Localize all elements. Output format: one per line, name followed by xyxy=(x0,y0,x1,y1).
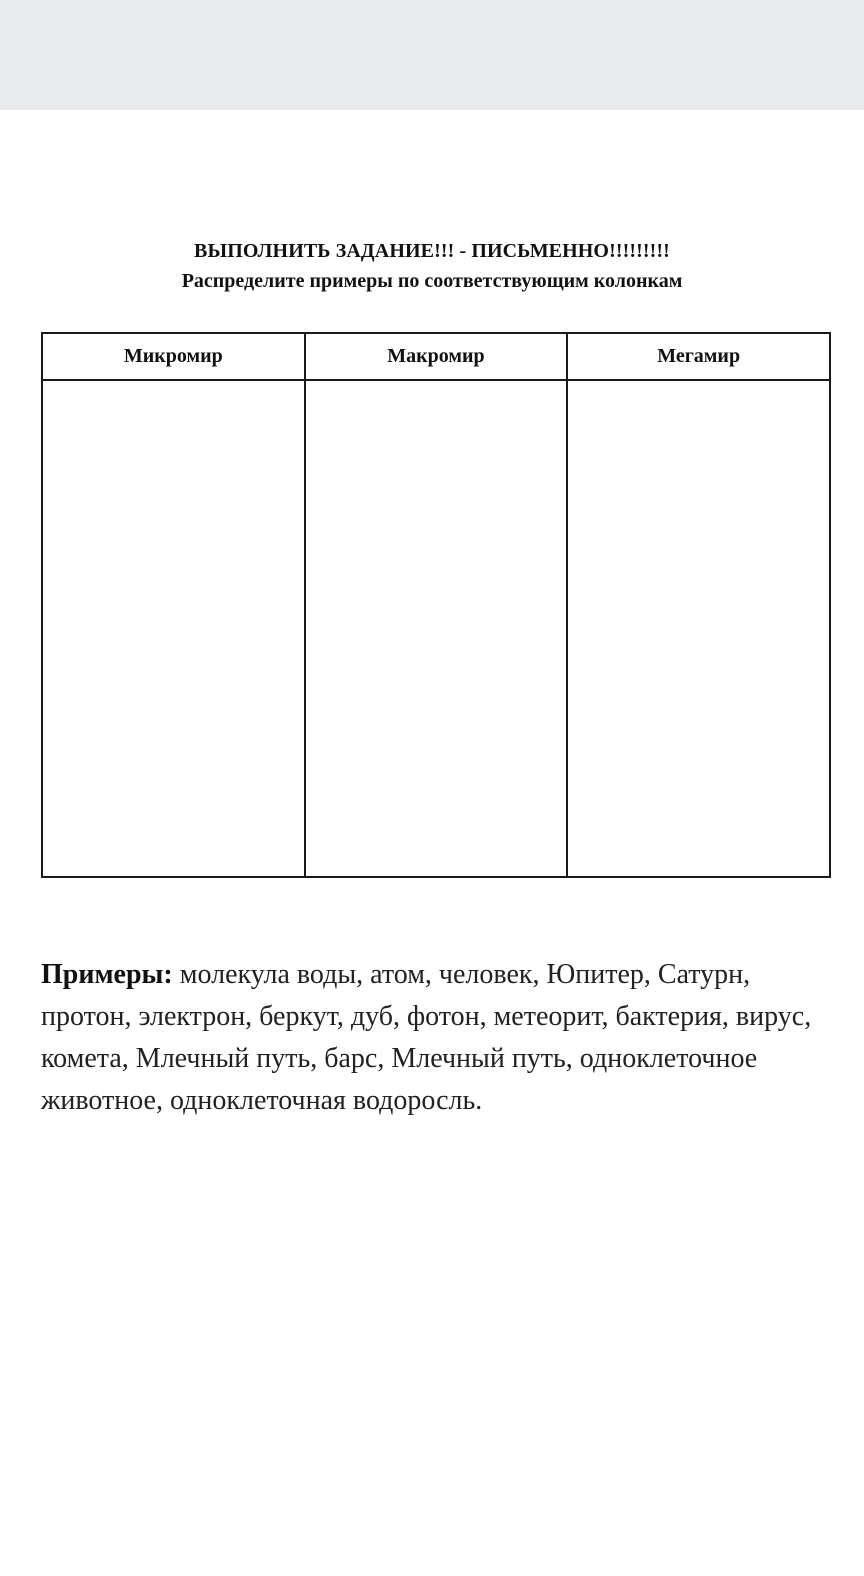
examples-label: Примеры: xyxy=(41,959,173,990)
column-header-macro: Макромир xyxy=(305,333,568,380)
examples-text: молекула воды, атом, человек, Юпитер, Сатурн, протон, электрон, беркут, дуб, фотон, метеорит, бактерия, вирус, комета, Млечный путь, барс, Млечный путь, одноклеточное животное, одноклеточная водоросль. xyxy=(41,959,812,1116)
classification-table xyxy=(41,332,831,878)
examples-paragraph xyxy=(41,954,841,1122)
task-subtitle: Распределите примеры по соответствующим колонкам xyxy=(181,270,683,292)
top-gray-bar xyxy=(0,0,864,110)
table-body-row xyxy=(42,380,830,877)
document-page xyxy=(0,110,864,1576)
column-cell-micro xyxy=(42,380,305,877)
column-header-micro: Микромир xyxy=(42,333,305,380)
column-header-mega: Мегамир xyxy=(567,333,830,380)
column-cell-mega xyxy=(567,380,830,877)
table-header-row xyxy=(42,333,830,380)
task-title: ВЫПОЛНИТЬ ЗАДАНИЕ!!! - ПИСЬМЕННО!!!!!!!!! xyxy=(194,240,670,262)
column-cell-macro xyxy=(305,380,568,877)
